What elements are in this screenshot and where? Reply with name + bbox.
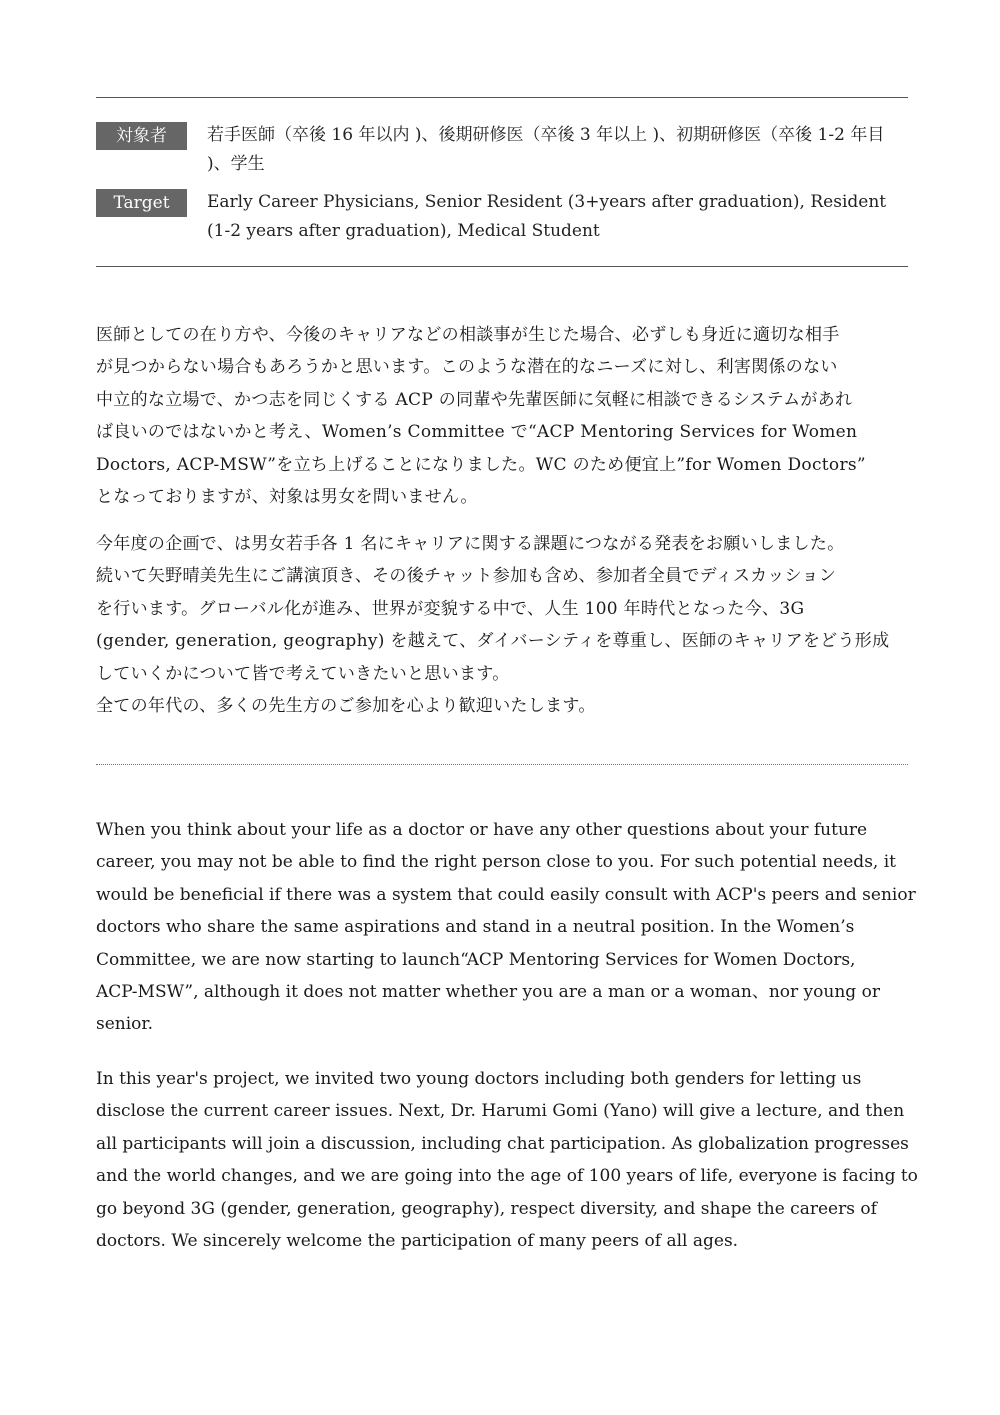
paragraph-line: senior. [96,1014,154,1035]
paragraph-line: を行います。グローバル化が進み、世界が変貌する中で、人生 100 年時代となった今、3G [96,598,805,619]
jp-paragraph-2 [96,528,908,722]
paragraph-line: 続いて矢野晴美先生にご講演頂き、その後チャット参加も含め、参加者全員でディスカッション [96,566,837,587]
paragraph-line: go beyond 3G (gender, generation, geography), respect diversity, and shape the careers of [96,1198,877,1219]
jp-paragraph-1 [96,319,908,513]
target-text-en: Early Career Physicians, Senior Resident (3+years after graduation), Resident (1-2 years after graduation), Medical Student [207,192,887,241]
paragraph-line: Committee, we are now starting to launch“ACP Mentoring Services for Women Doctors, [96,949,856,970]
paragraph-line: が見つからない場合もあろうかと思います。このような潜在的なニーズに対し、利害関係のない [96,357,838,378]
paragraph-line: career, you may not be able to find the right person close to you. For such potential needs, it [96,852,896,873]
en-paragraph-2 [96,1063,918,1257]
en-paragraph-1 [96,814,916,1041]
paragraph-line: doctors. We sincerely welcome the participation of many peers of all ages. [96,1231,739,1252]
target-text-ja: 若手医師（卒後 16 年以内 )、後期研修医（卒後 3 年以上 )、初期研修医（卒後 1-2 年目 )、学生 [207,125,885,174]
target-label-ja: 対象者 [96,122,187,150]
target-label-en: Target [96,189,187,217]
paragraph-line: all participants will join a discussion, including chat participation. As globalization progresses [96,1133,909,1154]
target-row-ja [96,121,908,179]
paragraph-line: となっておりますが、対象は男女を問いません。 [96,487,478,508]
paragraph-line: When you think about your life as a doctor or have any other questions about your future [96,820,868,840]
top-divider [96,97,908,98]
paragraph-line: and the world changes, and we are going into the age of 100 years of life, everyone is facing to [96,1166,918,1187]
paragraph-line: 医師としての在り方や、今後のキャリアなどの相談事が生じた場合、必ずしも身近に適切な相手 [96,325,840,345]
paragraph-line: doctors who share the same aspirations and stand in a neutral position. In the Women’s [96,917,855,938]
paragraph-line: ACP-MSW”, although it does not matter whether you are a man or a woman、nor young or [96,982,880,1003]
paragraph-line: 全ての年代の、多くの先生方のご参加を心より歓迎いたします。 [96,696,596,717]
paragraph-line: Doctors, ACP-MSW”を立ち上げることになりました。WC のため便宜上”for Women Doctors” [96,454,866,475]
paragraph-line: would be beneficial if there was a system that could easily consult with ACP's peers and senior [96,884,916,905]
paragraph-line: 中立的な立場で、かつ志を同じくする ACP の同輩や先輩医師に気軽に相談できるシステムがあれ [96,389,853,410]
paragraph-line: disclose the current career issues. Next, Dr. Harumi Gomi (Yano) will give a lecture, and then [96,1101,905,1122]
target-row-en [96,188,908,246]
target-bottom-divider [96,266,908,267]
paragraph-line: (gender, generation, geography) を越えて、ダイバーシティを尊重し、医師のキャリアをどう形成 [96,631,890,652]
paragraph-line: ば良いのではないかと考え、Women’s Committee で“ACP Mentoring Services for Women [96,422,858,443]
paragraph-line: していくかについて皆で考えていきたいと思います。 [96,663,510,684]
paragraph-line: 今年度の企画で、は男女若手各 1 名にキャリアに関する課題につながる発表をお願いしました。 [96,534,845,554]
paragraph-line: In this year's project, we invited two young doctors including both genders for letting us [96,1069,862,1089]
section-separator [96,764,908,765]
